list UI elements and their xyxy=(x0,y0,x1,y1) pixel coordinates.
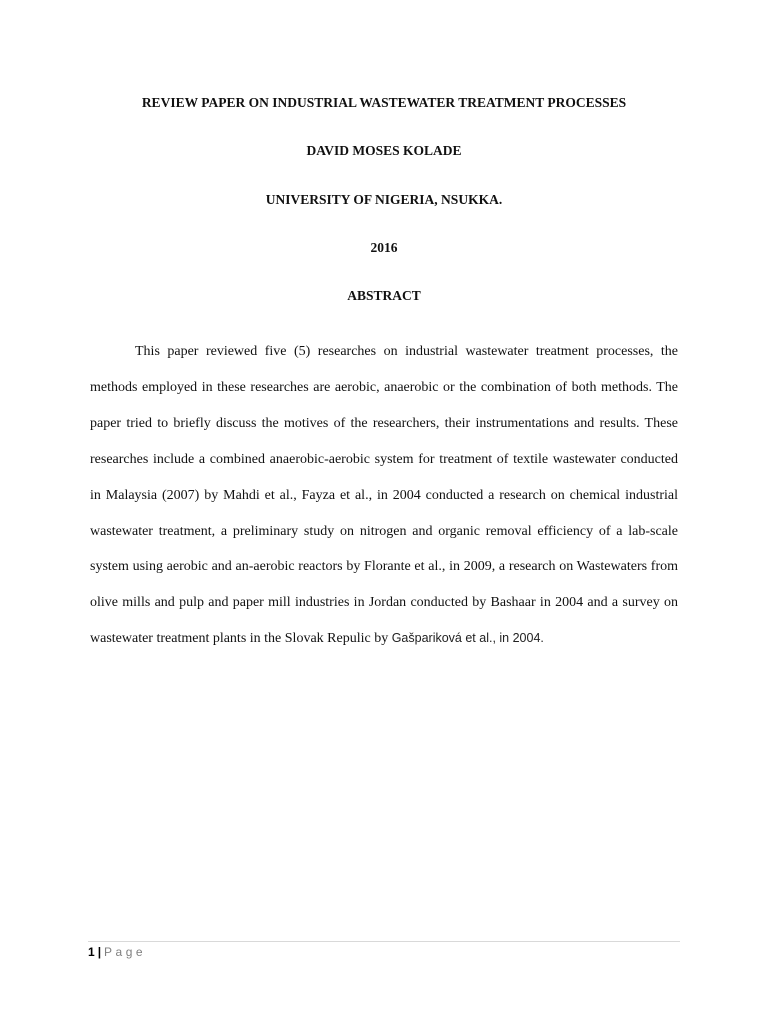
footer-divider xyxy=(88,941,680,942)
author-name: DAVID MOSES KOLADE xyxy=(306,143,462,158)
paper-title: REVIEW PAPER ON INDUSTRIAL WASTEWATER TREATMENT PROCESSES xyxy=(141,95,627,110)
page-footer xyxy=(88,944,146,960)
abstract-citation-tail: Gašpariková et al., in 2004. xyxy=(391,631,544,646)
abstract-paragraph xyxy=(90,334,678,657)
abstract-text: This paper reviewed five (5) researches on industrial wastewater treatment processes, the methods employed in these researches are aerobic, anaerobic or the combination of both methods. The paper tried to briefly discuss the motives of the researchers, their instrumentations and results. These researches include a combined anaerobic-aerobic system for treatment of textile wastewater conducted in Malaysia (2007) by Mahdi et al., Fayza et al., in 2004 conducted a research on chemical industrial wastewater treatment, a preliminary study on nitrogen and organic removal efficiency of a lab-scale system using aerobic and an-aerobic reactors by Florante et al., in 2009, a research on Wastewaters from olive mills and pulp and paper mill industries in Jordan conducted by Bashaar in 2004 and a survey on wastewater treatment plants in the Slovak Repulic by xyxy=(90,344,678,647)
page-number: 1 xyxy=(88,945,95,959)
page-label: Page xyxy=(104,945,147,959)
institution-name: UNIVERSITY OF NIGERIA, NSUKKA. xyxy=(265,192,503,207)
abstract-heading: ABSTRACT xyxy=(347,288,421,303)
publication-year: 2016 xyxy=(370,240,398,255)
footer-separator: | xyxy=(97,945,102,959)
